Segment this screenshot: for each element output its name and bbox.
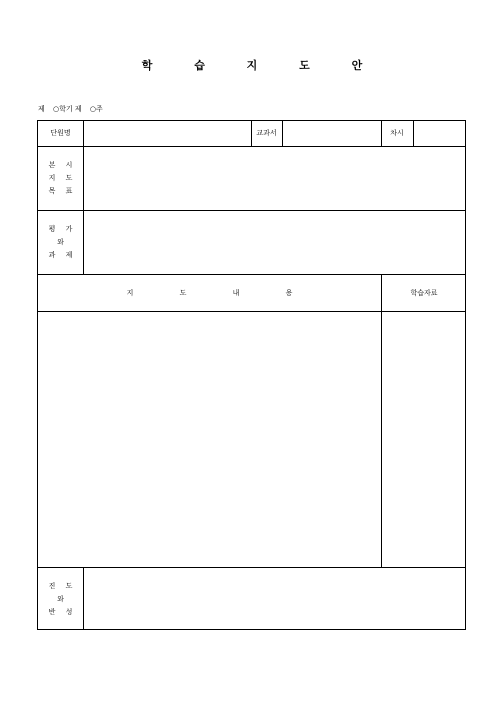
content-header: 지 도 내 용 [126, 288, 315, 297]
reflection-label-line: 반 성 [48, 607, 77, 616]
evaluation-label-line: 평 가 [48, 225, 77, 233]
content-field[interactable] [38, 312, 381, 567]
lesson-info-line [38, 104, 109, 114]
objectives-label-line: 본 시 [48, 161, 77, 169]
evaluation-label-line: 과 제 [48, 251, 77, 259]
textbook-label: 교과서 [256, 129, 277, 137]
evaluation-field[interactable] [84, 211, 466, 274]
week-field[interactable]: ○주 [89, 105, 103, 113]
objectives-label-line: 지 도 [48, 174, 77, 182]
objectives-label-line: 목 표 [48, 187, 77, 195]
evaluation-label-line: 와 [57, 238, 68, 246]
page-title: 학 습 지 도 안 [141, 59, 382, 72]
session-label: 차시 [390, 129, 404, 137]
objectives-field[interactable] [84, 147, 466, 210]
semester-field[interactable]: ○학기 제 [53, 105, 82, 113]
lesson-prefix: 제 [38, 105, 45, 113]
session-field[interactable] [414, 121, 466, 146]
reflection-label-line: 진 도 [48, 581, 77, 590]
unit-name-field[interactable] [84, 121, 251, 146]
materials-header: 학습자료 [410, 288, 438, 297]
reflection-label [38, 568, 83, 630]
reflection-field[interactable] [84, 568, 466, 630]
textbook-field[interactable] [283, 121, 381, 146]
reflection-label-line: 와 [57, 594, 68, 603]
objectives-label [38, 147, 83, 210]
materials-field[interactable] [382, 312, 466, 567]
lesson-plan-form [37, 120, 466, 630]
unit-name-label: 단원명 [50, 129, 71, 137]
evaluation-label [38, 211, 83, 274]
